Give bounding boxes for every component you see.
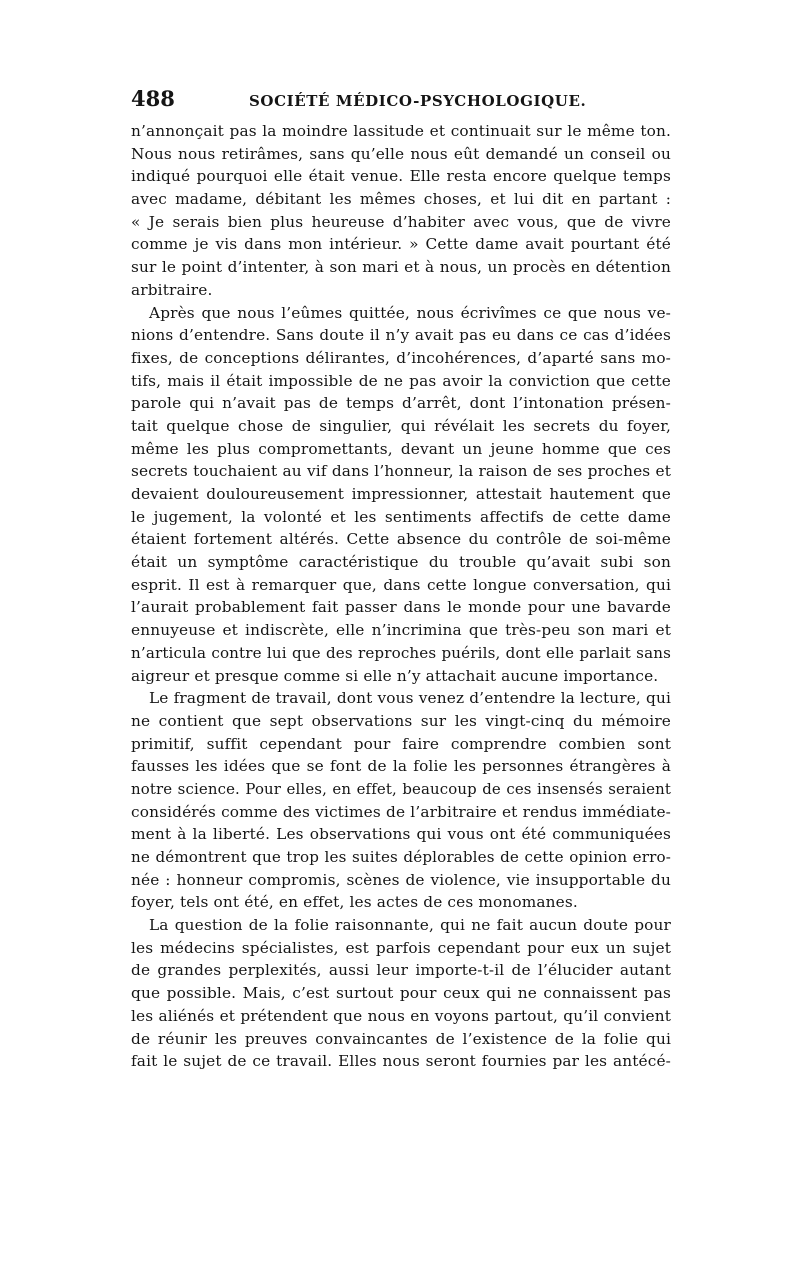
- text-line: La question de la folie raisonnante, qui ne fait aucun doute pour: [149, 916, 671, 935]
- text-line: considérés comme des victimes de l’arbitraire et rendus immédiate-: [131, 802, 671, 821]
- text-line: Nous nous retirâmes, sans qu’elle nous eût demandé un conseil ou: [131, 144, 671, 163]
- text-line: avec madame, débitant les mêmes choses, et lui dit en partant :: [131, 190, 671, 209]
- text-line: les médecins spécialistes, est parfois cependant pour eux un sujet: [131, 938, 671, 957]
- text-line: n’articula contre lui que des reproches puérils, dont elle parlait sans: [131, 643, 671, 662]
- text-line: étaient fortement altérés. Cette absence du contrôle de soi-même: [131, 530, 671, 549]
- text-line: ne contient que sept observations sur les vingt-cinq du mémoire: [131, 711, 671, 730]
- book-page: [131, 86, 671, 1073]
- text-line: esprit. Il est à remarquer que, dans cette longue conversation, qui: [131, 575, 671, 594]
- running-head: [131, 86, 671, 120]
- text-line: n’annonçait pas la moindre lassitude et continuait sur le même ton.: [131, 122, 671, 140]
- text-line: arbitraire.: [131, 280, 213, 299]
- text-line: secrets touchaient au vif dans l’honneur, la raison de ses proches et: [131, 462, 671, 481]
- text-line: le jugement, la volonté et les sentiments affectifs de cette dame: [131, 507, 671, 526]
- text-line: aigreur et presque comme si elle n’y attachait aucune importance.: [131, 666, 659, 685]
- running-title: SOCIÉTÉ MÉDICO-PSYCHOLOGIQUE.: [249, 92, 587, 110]
- text-line: Le fragment de travail, dont vous venez d’entendre la lecture, qui: [149, 689, 671, 708]
- text-line: nions d’entendre. Sans doute il n’y avait pas eu dans ce cas d’idées: [131, 326, 671, 345]
- text-line: était un symptôme caractéristique du trouble qu’avait subi son: [131, 553, 671, 572]
- text-line: devaient douloureusement impressionner, attestait hautement que: [131, 485, 671, 503]
- text-line: ne démontrent que trop les suites déplorables de cette opinion erro-: [131, 848, 671, 866]
- text-line: fixes, de conceptions délirantes, d’incohérences, d’aparté sans mo-: [131, 348, 671, 367]
- text-line: Après que nous l’eûmes quittée, nous écrivîmes ce que nous ve-: [149, 303, 671, 322]
- text-line: de grandes perplexités, aussi leur importe-t-il de l’élucider autant: [131, 961, 671, 980]
- text-line: fait le sujet de ce travail. Elles nous seront fournies par les antécé-: [131, 1052, 671, 1071]
- text-line: parole qui n’avait pas de temps d’arrêt, dont l’intonation présen-: [131, 394, 671, 413]
- text-line: tifs, mais il était impossible de ne pas avoir la conviction que cette: [131, 371, 671, 390]
- text-line: « Je serais bien plus heureuse d’habiter avec vous, que de vivre: [131, 212, 671, 231]
- body-text: [131, 120, 671, 1073]
- text-line: sur le point d’intenter, à son mari et à nous, un procès en détention: [131, 258, 671, 277]
- text-line: foyer, tels ont été, en effet, les actes de ces monomanes.: [131, 893, 578, 912]
- text-line: de réunir les preuves convaincantes de l’existence de la folie qui: [131, 1029, 671, 1048]
- text-line: même les plus compromettants, devant un jeune homme que ces: [131, 439, 671, 458]
- text-line: notre science. Pour elles, en effet, beaucoup de ces insensés seraient: [131, 779, 671, 798]
- text-line: ennuyeuse et indiscrète, elle n’incrimina que très-peu son mari et: [131, 621, 671, 640]
- text-line: l’aurait probablement fait passer dans le monde pour une bavarde: [131, 598, 671, 617]
- text-line: fausses les idées que se font de la folie les personnes étrangères à: [131, 757, 671, 776]
- text-line: tait quelque chose de singulier, qui révélait les secrets du foyer,: [131, 416, 671, 435]
- text-line: que possible. Mais, c’est surtout pour ceux qui ne connaissent pas: [131, 984, 671, 1003]
- page-number: 488: [131, 86, 175, 111]
- text-line: née : honneur compromis, scènes de violence, vie insupportable du: [131, 870, 671, 889]
- text-line: indiqué pourquoi elle était venue. Elle resta encore quelque temps: [131, 167, 671, 186]
- text-line: comme je vis dans mon intérieur. » Cette dame avait pourtant été: [131, 235, 671, 254]
- text-line: primitif, suffit cependant pour faire comprendre combien sont: [131, 734, 671, 753]
- text-line: ment à la liberté. Les observations qui vous ont été communiquées: [131, 825, 671, 844]
- text-line: les aliénés et prétendent que nous en voyons partout, qu’il convient: [131, 1006, 671, 1025]
